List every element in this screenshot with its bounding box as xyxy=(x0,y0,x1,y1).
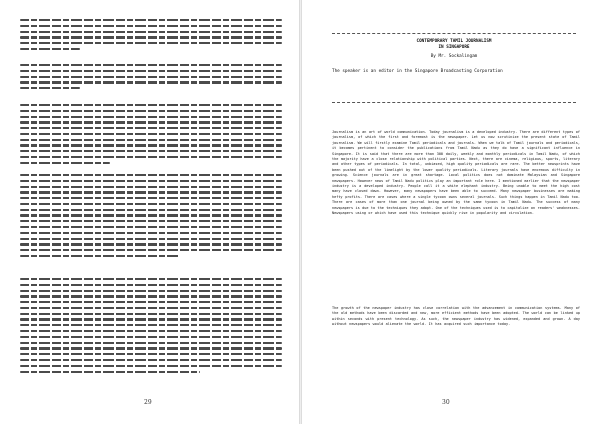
article-title xyxy=(332,39,576,50)
tamil-paragraph-4 xyxy=(20,174,282,261)
divider-bottom xyxy=(332,102,576,103)
page-number-left: 29 xyxy=(144,399,152,406)
tamil-paragraph-2 xyxy=(20,64,282,93)
article-author: By Mr. Sockalingam xyxy=(430,54,478,59)
page-number-right: 30 xyxy=(442,399,450,406)
left-page xyxy=(0,0,298,424)
body-paragraph-1: Journalism is an art of world communication. Today journalism is a developed industry. There are different types of journalism, of which the first and foremost is the newspaper. Let us now scrutinize the present state of Tamil journalism. We will firstly examine Tamil periodicals and journals. When we talk of Tamil journals and periodicals, it becomes pertinent to consider the publications from Tamil Nadu as they do have a significant influence in Singapore. It is said that there are more than 300 daily, weekly and monthly periodicals in Tamil Nadu, of which the majority have a close relationship with political parties. Next, there are cinema, religious, sports, literary and other types of periodicals. In total, unbiased, high quality periodicals are rare. The better newsprints have been pushed out of the limelight by the lower quality periodicals. Literary journals have enormous difficulty in growing. Science journals are in great shortage. Local politics does not dominate Malaysian and Singapore newspapers. However news of Tamil Nadu politics play an important role here. I mentioned earlier that the newspaper industry is a developed industry. People call it a white elephant industry. Being unable to meet the high cost many have closed down. However, many newspapers have been able to succeed. Many newspaper businesses are making hefty profits. There are cases where a single tycoon owns several journals. Such things happen in Tamil Nadu too. There are cases of more than one journal being owned by the same tycoon in Tamil Nadu. The success of many newspapers is due to the techniques they adopt. One of the techniques used is to capitalize on readers' weaknesses. Newspapers using or which have used this technique quickly rise in popularity and circulation. xyxy=(332,130,580,216)
body-paragraph-2: The growth of the newspaper industry has close correlation with the advancement in communication systems. Many of the old methods have been discarded and new, more efficient methods have been adopted. The world can be linked up within seconds with present technology. As such, the newspaper industry has widened, expanded and grown. A day without newspapers would alienate the world. It has acquired such importance today. xyxy=(332,306,580,327)
right-page xyxy=(302,0,600,424)
article-title-line-1: CONTEMPORARY TAMIL JOURNALISM xyxy=(416,39,492,44)
divider-top xyxy=(332,33,576,34)
tamil-paragraph-3 xyxy=(20,104,282,168)
tamil-paragraph-1 xyxy=(20,19,282,54)
tamil-paragraph-5 xyxy=(20,278,282,376)
article-title-line-2: IN SINGAPORE xyxy=(438,44,470,50)
intro-note: The speaker is an editor in the Singapore Broadcasting Corporation xyxy=(332,69,503,74)
